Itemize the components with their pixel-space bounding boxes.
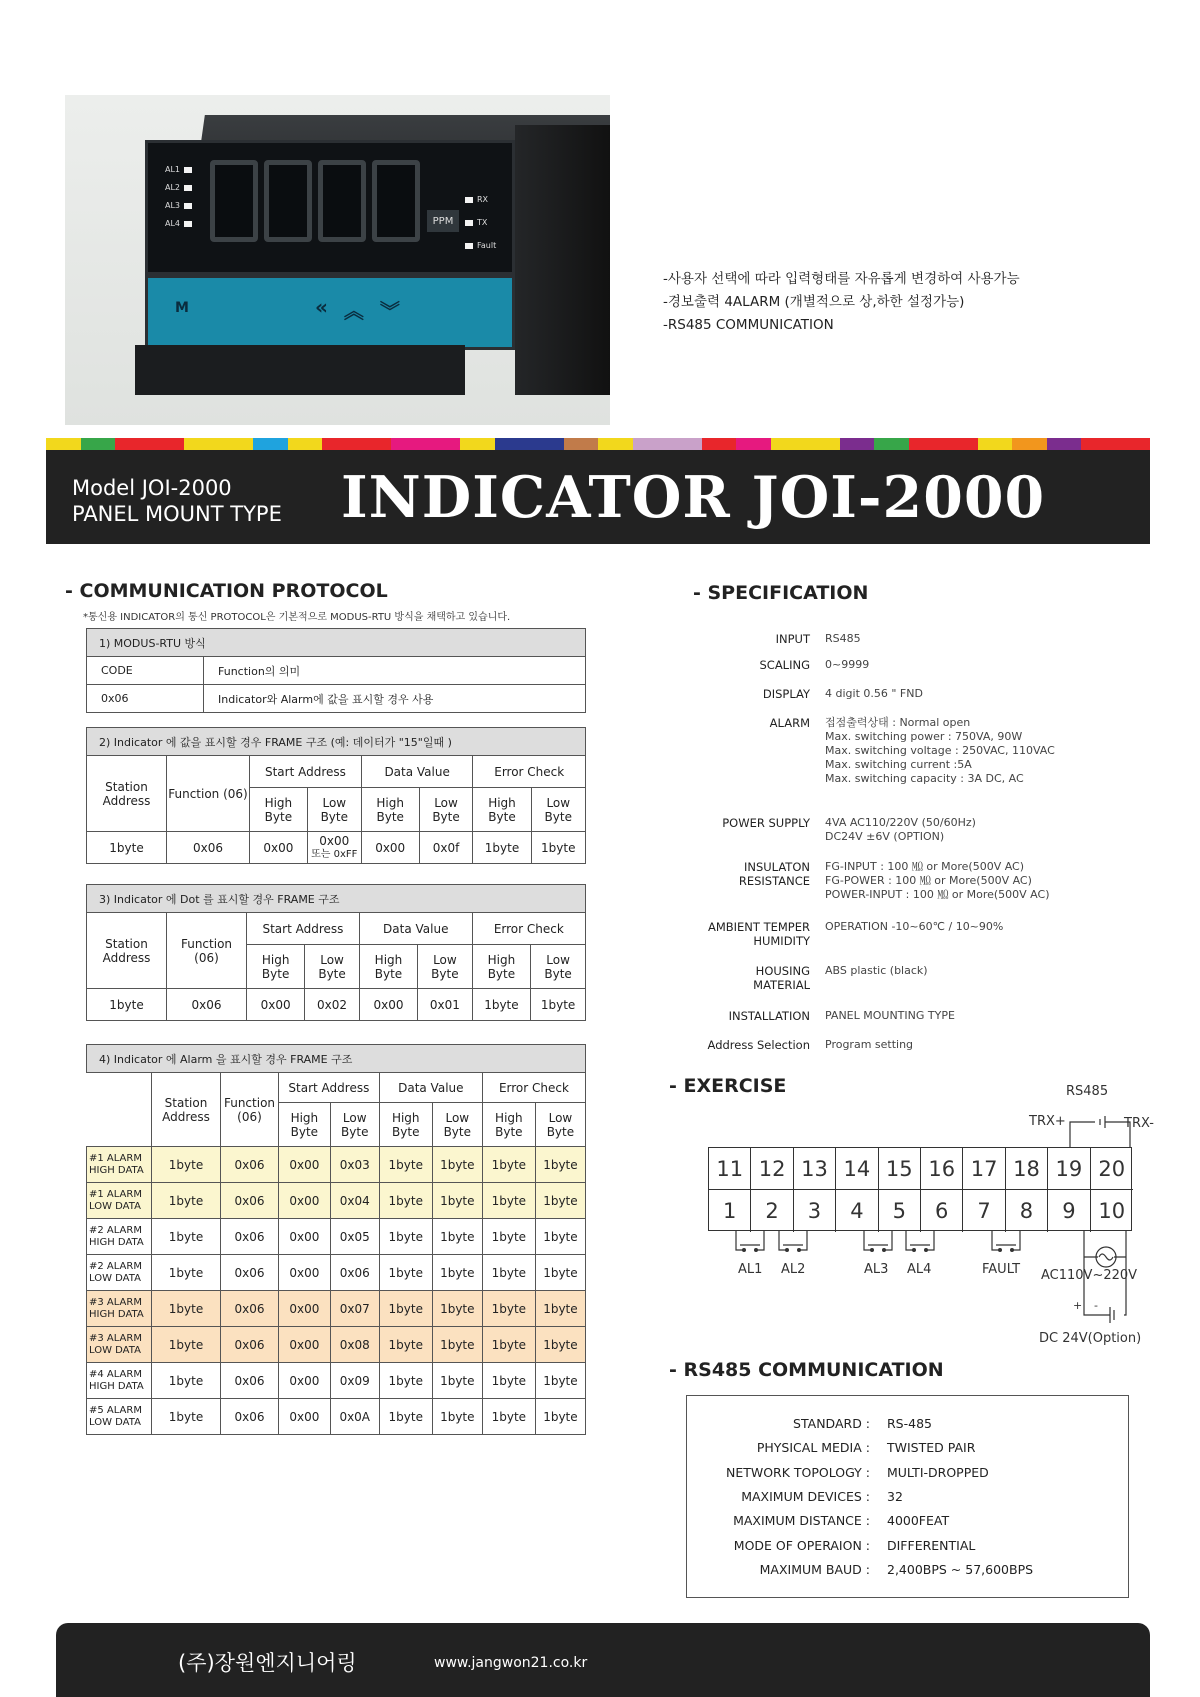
table-cell: 1byte [152,1183,221,1219]
terminal-number: 14 [836,1148,878,1190]
rs485-value: RS-485 [887,1416,932,1431]
rs485-value: 4000FEAT [887,1513,950,1529]
col-high-byte: High Byte [473,788,531,832]
table-cell: 1byte [379,1147,432,1183]
side-label: RX [477,195,489,204]
col-start-address: Start Address [250,756,362,788]
col-data-value: Data Value [379,1073,482,1103]
table-cell: 0x06 [167,832,250,864]
terminal-number: 17 [963,1148,1005,1190]
table-cell: 0x07 [330,1291,379,1327]
strip-segment [1116,438,1151,450]
table-row [87,1291,586,1327]
table-cell: 0x08 [330,1327,379,1363]
table-cell: 0x06 [221,1399,279,1435]
table-cell: 1byte [432,1147,482,1183]
col-station-address: Station Address [87,913,167,989]
table-cell: 1byte [482,1147,535,1183]
spec-value: Program setting [825,1038,914,1051]
device-base [135,345,465,395]
side-labels [465,195,496,250]
table-cell: 1byte [482,1363,535,1399]
table-cell: 0x01 [418,989,473,1021]
strip-segment [46,438,81,450]
exercise-title: - EXERCISE [669,1075,787,1097]
strip-segment [150,438,185,450]
key-arrows [315,295,400,324]
col-low-byte: Low Byte [418,945,473,989]
alarm-row-label: #5 ALARM LOW DATA [87,1399,152,1435]
table-cell: 1byte [473,832,531,864]
feature-item: -경보출력 4ALARM (개별적으로 상,하한 설정가능) [663,294,965,310]
terminal-block [708,1147,1132,1231]
mount-type: PANEL MOUNT TYPE [72,502,282,526]
led-labels [165,165,192,228]
col-error-check: Error Check [482,1073,585,1103]
col-high-byte: High Byte [359,945,417,989]
dc-plus-label: + [1073,1299,1083,1312]
strip-segment [667,438,702,450]
col-high-byte: High Byte [247,945,305,989]
dot-frame-table [86,884,586,1021]
col-low-byte: Low Byte [419,788,473,832]
feature-item: -사용자 선택에 따라 입력형태를 자유롭게 변경하여 사용가능 [663,271,1020,287]
table-cell: 0x04 [330,1183,379,1219]
table-cell: 0x00 [279,1363,331,1399]
al2-label: AL2 [781,1262,806,1277]
col-low-byte: Low Byte [531,945,586,989]
spec-label: Address Selection [707,1038,810,1052]
table-cell: 1byte [87,989,167,1021]
table-row [87,1363,586,1399]
rs485-title: - RS485 COMMUNICATION [669,1359,944,1381]
table-cell: 0x06 [221,1183,279,1219]
alarm-row-label: #3 ALARM HIGH DATA [87,1291,152,1327]
table-cell: 0x06 [167,989,247,1021]
table-row [87,1147,586,1183]
table-cell: 1byte [432,1399,482,1435]
spec-value: ABS plastic (black) [825,964,928,977]
strip-segment [391,438,426,450]
down-arrow-icon: ︾ [379,299,400,323]
table-cell: 0x00 또는 0xFF [307,832,361,864]
col-low-byte: Low Byte [531,788,585,832]
alarm-frame-table [86,1044,586,1435]
table-cell: 1byte [482,1399,535,1435]
rs485-label: RS485 [1066,1084,1109,1099]
table-cell: 0x06 [330,1255,379,1291]
terminal-number: 2 [751,1190,793,1232]
rs485-label: MODE OF OPERAION : [733,1537,870,1553]
spec-list [660,632,1160,1052]
rs485-label: MAXIMUM BAUD : [759,1561,870,1577]
col-data-value: Data Value [361,756,473,788]
terminal-number: 5 [879,1190,921,1232]
table-cell: Indicator와 Alarm에 값을 표시할 경우 사용 [204,685,586,713]
strip-segment [495,438,530,450]
table-cell: 1byte [482,1327,535,1363]
terminal-number: 11 [709,1148,751,1190]
dc-label: DC 24V(Option) [1039,1331,1142,1346]
table-cell: 1byte [432,1255,482,1291]
table-cell: 1byte [531,832,585,864]
col-station-address: Station Address [152,1073,221,1147]
strip-segment [633,438,668,450]
table-cell: CODE [87,657,204,685]
col-high-byte: High Byte [279,1103,331,1147]
led-label: AL3 [165,201,181,210]
table-cell: 1byte [432,1219,482,1255]
terminal-number: 20 [1098,1157,1126,1181]
strip-segment [219,438,254,450]
strip-segment [943,438,978,450]
strip-segment [81,438,116,450]
terminal-number: 13 [794,1148,836,1190]
table-row [87,1219,586,1255]
strip-segment [1047,438,1082,450]
unit-label: PPM [427,210,459,232]
table-cell: 1byte [531,989,586,1021]
display-frame-table [86,727,586,864]
terminal-number: 9 [1048,1190,1090,1232]
alarm-row-label: #3 ALARM LOW DATA [87,1327,152,1363]
modbus-table [86,628,586,713]
strip-segment [1012,438,1047,450]
up-arrow-icon: ︽ [343,299,364,323]
rs485-value: TWISTED PAIR [887,1440,976,1456]
table-cell: 1byte [535,1363,585,1399]
table-cell: 0x00 [361,832,419,864]
table-cell: 0x00 [279,1255,331,1291]
table-cell: 0x0f [419,832,473,864]
table-title: 4) Indicator 에 Alarm 을 표시할 경우 FRAME 구조 [87,1045,586,1073]
col-error-check: Error Check [472,913,585,945]
table-cell: 1byte [535,1183,585,1219]
table-cell: 0x00 [359,989,417,1021]
spec-value: FG-INPUT : 100 ㏁ or More(500V AC) FG-POWER : 100 ㏁ or More(500V AC) POWER-INPUT : 100 ㏁ or More(500V AC) [825,860,1050,901]
spec-label: SCALING [759,658,810,672]
table-cell: 1byte [535,1147,585,1183]
strip-segment [564,438,599,450]
trx-plus-label: TRX+ [1029,1114,1066,1129]
col-low-byte: Low Byte [330,1103,379,1147]
strip-segment [322,438,357,450]
led-label: AL2 [165,183,181,192]
table-cell: 0x0A [330,1399,379,1435]
terminal-number: 18 [1006,1148,1048,1190]
spec-value: PANEL MOUNTING TYPE [825,1009,955,1022]
table-row [87,1255,586,1291]
strip-segment [529,438,564,450]
table-cell: 1byte [432,1291,482,1327]
col-low-byte: Low Byte [307,788,361,832]
feature-list [663,268,1020,337]
col-start-address: Start Address [247,913,360,945]
table-cell: 1byte [379,1363,432,1399]
strip-segment [874,438,909,450]
rs485-label: STANDARD : [793,1416,870,1431]
strip-segment [978,438,1013,450]
product-photo [65,95,610,425]
col-high-byte: High Byte [379,1103,432,1147]
table-cell: 0x06 [87,685,204,713]
table-cell: 1byte [379,1219,432,1255]
table-cell: 1byte [535,1327,585,1363]
col-function: Function (06) [221,1073,279,1147]
table-cell: 0x09 [330,1363,379,1399]
spec-label: HOUSING MATERIAL [753,964,810,992]
strip-segment [1081,438,1116,450]
col-error-check: Error Check [473,756,586,788]
feature-item: -RS485 COMMUNICATION [663,317,834,333]
table-cell: 1byte [379,1255,432,1291]
page-title: INDICATOR JOI-2000 [341,464,1046,531]
spec-value: 4 digit 0.56 " FND [825,687,923,700]
terminal-number: 6 [921,1190,963,1232]
table-cell: 0x06 [221,1147,279,1183]
side-label: Fault [477,241,497,250]
al3-label: AL3 [864,1262,889,1277]
table-cell: 0x00 [279,1219,331,1255]
spec-label: INPUT [775,632,810,646]
trx-minus-label: TRX- [1124,1116,1154,1131]
rs485-box [686,1395,1129,1598]
dc-minus-label: - [1094,1299,1098,1312]
strip-segment [460,438,495,450]
strip-segment [357,438,392,450]
terminal-number: 19 [1048,1148,1090,1190]
strip-segment [426,438,461,450]
table-cell: 0x06 [221,1219,279,1255]
rs485-label: MAXIMUM DEVICES : [741,1488,870,1504]
footer [56,1623,1150,1697]
terminal-number: 7 [963,1190,1005,1232]
terminal-number: 16 [921,1148,963,1190]
model-line: Model JOI-2000 [72,476,232,500]
table-cell: 0x06 [221,1291,279,1327]
col-function: Function (06) [167,756,250,832]
strip-segment [598,438,633,450]
spec-label: INSTALLATION [728,1009,810,1023]
table-cell: 0x06 [221,1327,279,1363]
table-cell: 0x03 [330,1147,379,1183]
model-info [72,475,282,527]
brand-logo: M [175,300,189,316]
spec-label: INSULATON RESISTANCE [738,860,810,888]
left-arrow-icon: « [315,295,328,319]
table-cell: 1byte [152,1147,221,1183]
col-low-byte: Low Byte [305,945,360,989]
table-cell: 0x00 [279,1399,331,1435]
spec-value: 접점출력상태 : Normal open Max. switching power : 750VA, 90W Max. switching voltage : 250VAC, 110VAC Max. switching current :5A Max. switching capacity : 3A DC, AC [825,716,1055,785]
col-high-byte: High Byte [361,788,419,832]
spec-value: 4VA AC110/220V (50/60Hz) DC24V ±6V (OPTION) [825,816,976,843]
spec-label: POWER SUPPLY [722,816,810,830]
table-cell: 1byte [482,1183,535,1219]
protocol-note: *통신용 INDICATOR의 통신 PROTOCOL은 기본적으로 MODUS-RTU 방식을 채택하고 있습니다. [83,612,511,623]
col-high-byte: High Byte [472,945,531,989]
table-cell: 1byte [152,1399,221,1435]
table-cell: 1byte [152,1219,221,1255]
terminal-number: 15 [879,1148,921,1190]
protocol-title: - COMMUNICATION PROTOCOL [65,580,388,602]
table-cell: 0x05 [330,1219,379,1255]
table-cell: 0x00 [250,832,308,864]
spec-value: 0~9999 [825,658,870,671]
al1-label: AL1 [738,1262,763,1277]
table-cell: 1byte [379,1327,432,1363]
strip-segment [736,438,771,450]
terminal-number: 1 [709,1190,751,1232]
rs485-value: 32 [887,1488,903,1504]
strip-segment [840,438,875,450]
strip-segment [115,438,150,450]
table-cell: 1byte [152,1363,221,1399]
table-cell: 1byte [482,1219,535,1255]
rs485-value: MULTI-DROPPED [887,1464,989,1480]
spec-title: - SPECIFICATION [693,582,869,604]
terminal-row-top [709,1148,1133,1190]
led-label: AL4 [165,219,181,228]
table-cell: 1byte [472,989,531,1021]
table-cell: 0x00 [279,1183,331,1219]
table-cell: 0x06 [221,1363,279,1399]
terminal-number: 3 [794,1190,836,1232]
led-label: AL1 [165,165,181,174]
table-cell: 0x00 [279,1327,331,1363]
rs485-label: MAXIMUM DISTANCE : [733,1513,870,1529]
table-cell: 1byte [535,1291,585,1327]
strip-segment [771,438,806,450]
table-row [87,1183,586,1219]
table-cell: 1byte [535,1219,585,1255]
rs485-label: PHYSICAL MEDIA : [756,1440,870,1456]
terminal-number: 8 [1006,1190,1048,1232]
table-cell: 0x00 [279,1291,331,1327]
table-cell: 1byte [535,1399,585,1435]
table-title: 2) Indicator 에 값을 표시할 경우 FRAME 구조 (예: 데이터가 "15"일때 ) [87,728,586,756]
spec-value: RS485 [825,632,861,645]
terminal-row-bottom [709,1190,1133,1232]
side-label: TX [477,218,488,227]
alarm-row-label: #4 ALARM HIGH DATA [87,1363,152,1399]
strip-segment [805,438,840,450]
table-cell: 0x00 [247,989,305,1021]
col-low-byte: Low Byte [535,1103,585,1147]
col-function: Function (06) [167,913,247,989]
table-cell: Function의 의미 [204,657,586,685]
header-band [46,450,1150,544]
table-title: 1) MODUS-RTU 방식 [87,629,586,657]
table-cell: 0x02 [305,989,360,1021]
table-cell: 1byte [379,1399,432,1435]
table-row [87,1327,586,1363]
table-cell: 1byte [152,1291,221,1327]
terminal-number: 4 [836,1190,878,1232]
table-cell: 0x06 [221,1255,279,1291]
al4-label: AL4 [907,1262,932,1277]
strip-segment [184,438,219,450]
terminal-number: 12 [751,1148,793,1190]
table-cell: 1byte [379,1291,432,1327]
alarm-row-label: #1 ALARM LOW DATA [87,1183,152,1219]
website-link[interactable]: www.jangwon21.co.kr [434,1655,588,1671]
rs485-value: 2,400BPS ~ 57,600BPS [887,1561,1034,1577]
strip-segment [253,438,288,450]
color-strip [46,438,1150,450]
spec-value: OPERATION -10~60℃ / 10~90% [825,920,1004,933]
alarm-row-label: #2 ALARM LOW DATA [87,1255,152,1291]
fault-label: FAULT [982,1262,1021,1277]
strip-segment [702,438,737,450]
table-title: 3) Indicator 에 Dot 를 표시할 경우 FRAME 구조 [87,885,586,913]
strip-segment [909,438,944,450]
table-cell: 1byte [379,1183,432,1219]
table-cell: 1byte [152,1255,221,1291]
spec-label: DISPLAY [762,687,810,701]
spec-label: ALARM [769,716,810,730]
table-cell: 1byte [432,1183,482,1219]
col-high-byte: High Byte [482,1103,535,1147]
table-cell: 0x00 [279,1147,331,1183]
rs485-value: DIFFERENTIAL [887,1537,976,1553]
table-cell: 1byte [87,832,167,864]
device-side [515,125,610,395]
table-cell: 1byte [152,1327,221,1363]
table-cell: 1byte [482,1291,535,1327]
ac-label: AC110V~220V [1041,1268,1138,1283]
company-name: (주)장원엔지니어링 [178,1651,357,1675]
col-start-address: Start Address [279,1073,380,1103]
table-cell: 1byte [432,1363,482,1399]
table-row [87,1399,586,1435]
terminal-number: 10 [1098,1199,1126,1223]
col-low-byte: Low Byte [432,1103,482,1147]
wiring-diagram [700,1100,1170,1370]
col-high-byte: High Byte [250,788,308,832]
rs485-label: NETWORK TOPOLOGY : [725,1464,870,1480]
table-cell: 1byte [535,1255,585,1291]
col-data-value: Data Value [359,913,472,945]
alarm-row-label: #2 ALARM HIGH DATA [87,1219,152,1255]
table-cell: 1byte [432,1327,482,1363]
col-station-address: Station Address [87,756,167,832]
seven-segment-digits [210,160,420,242]
spec-label: AMBIENT TEMPER HUMIDITY [707,920,810,948]
strip-segment [288,438,323,450]
alarm-row-label: #1 ALARM HIGH DATA [87,1147,152,1183]
table-cell: 1byte [482,1255,535,1291]
